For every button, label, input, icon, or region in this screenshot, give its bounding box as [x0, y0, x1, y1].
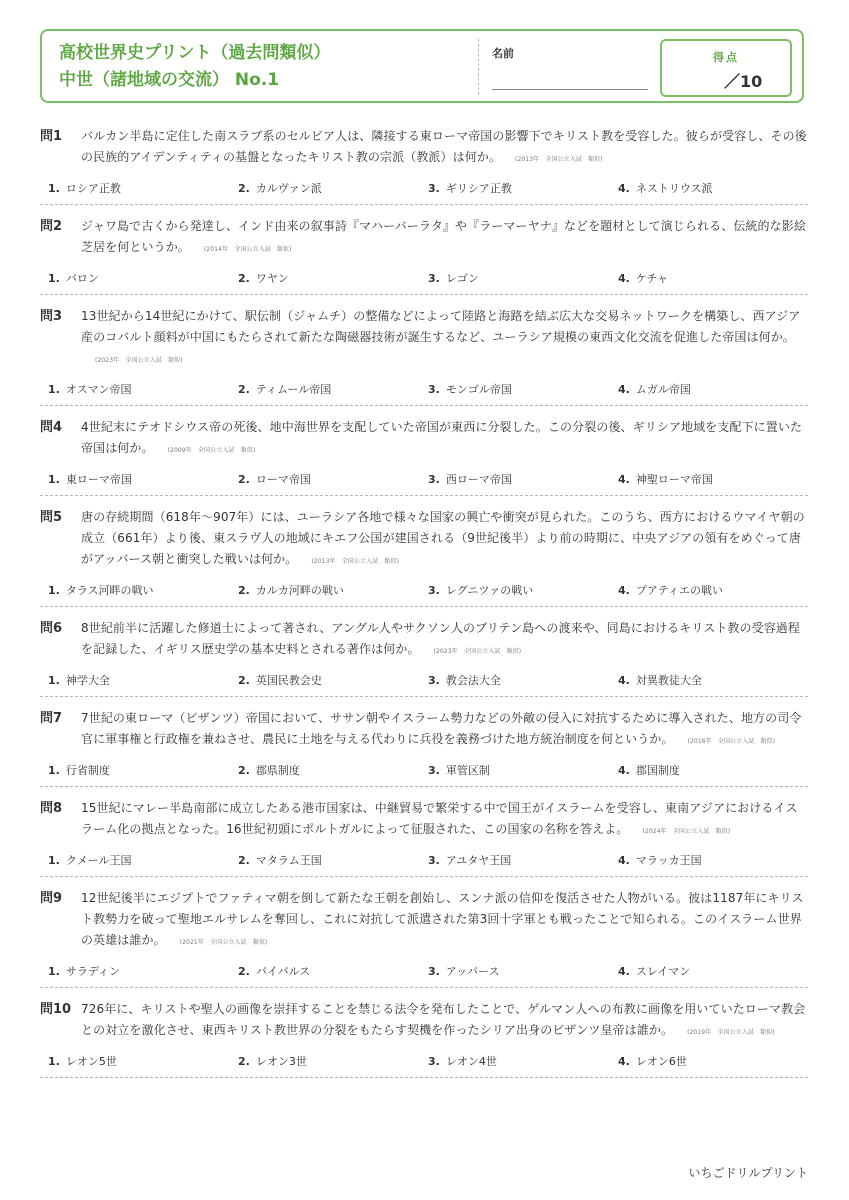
question-number: 問6 [40, 621, 63, 636]
answer-choice [618, 963, 808, 981]
choice-text: 郡国制度 [635, 764, 680, 777]
answer-choice [618, 852, 808, 870]
question-source: (2013年 全国公立入試 類似) [311, 558, 400, 565]
choice-text: ギリシア正教 [445, 182, 512, 195]
answer-choice [238, 381, 428, 399]
choice-text: 軍管区制 [445, 764, 490, 777]
name-label: 名前 [492, 47, 514, 60]
question-source: (2009年 全国公立入試 類似) [167, 447, 256, 454]
choice-text: アッバース [445, 965, 500, 978]
choice-row [40, 762, 808, 780]
question-text: 唐の存続期間（618年～907年）には、ユーラシア各地で様々な国家の興亡や衝突が見られた。このうち、西方におけるウマイヤ朝の成立（661年）より後、東スラヴ人の地域にキエフ公国が建国される（9世紀後半）より前の時期に、中央アジアの領有をめぐって唐がアッバース朝と衝突した戦いは何か。 [81, 510, 805, 566]
answer-choice [428, 1053, 618, 1071]
question-number: 問4 [40, 420, 63, 435]
choice-number: 1. [48, 383, 60, 396]
choice-text: ネストリウス派 [635, 182, 713, 195]
answer-choice [428, 180, 618, 198]
answer-choice [428, 582, 618, 600]
choice-text: プアティエの戦い [635, 584, 723, 597]
answer-choice [618, 471, 808, 489]
choice-number: 2. [238, 182, 250, 195]
answer-choice [618, 762, 808, 780]
choice-number: 4. [618, 272, 630, 285]
choice-number: 4. [618, 473, 630, 486]
answer-choice [428, 852, 618, 870]
answer-choice [238, 180, 428, 198]
question-text-wrap [81, 618, 808, 662]
choice-row [40, 963, 808, 981]
header-divider [478, 39, 479, 95]
question-body [40, 708, 808, 752]
question-number: 問9 [40, 891, 63, 906]
choice-row [40, 471, 808, 489]
question-text: 7世紀の東ローマ（ビザンツ）帝国において、ササン朝やイスラーム勢力などの外敵の侵入に対抗するために導入された、地方の司令官に軍事権と行政権を兼ねさせ、農民に土地を与える代わりに兵役を義務づけた地方統治制度を何というか。 [81, 711, 802, 746]
choice-number: 1. [48, 584, 60, 597]
choice-number: 2. [238, 272, 250, 285]
choice-text: 行省制度 [65, 764, 110, 777]
choice-text: レゴン [445, 272, 479, 285]
choice-number: 4. [618, 182, 630, 195]
choice-text: スレイマン [635, 965, 691, 978]
question-text-wrap [81, 126, 808, 170]
name-field-line [492, 89, 648, 90]
question-text-wrap [81, 417, 808, 461]
answer-choice [238, 672, 428, 690]
question-text-wrap [81, 216, 808, 260]
choice-number: 4. [618, 383, 630, 396]
choice-number: 2. [238, 383, 250, 396]
choice-number: 1. [48, 854, 60, 867]
question-source: (2014年 全国公立入試 類似) [203, 246, 292, 253]
question-text: 15世紀にマレー半島南部に成立したある港市国家は、中継貿易で繁栄する中で国王がイスラームを受容し、東南アジアにおけるイスラーム化の拠点となった。16世紀初頭にポルトガルによって征服された、この国家の名称を答えよ。 [81, 801, 798, 836]
answer-choice [238, 963, 428, 981]
answer-choice [238, 471, 428, 489]
choice-text: モンゴル帝国 [445, 383, 512, 396]
question-text-wrap [81, 999, 808, 1043]
answer-choice [618, 270, 808, 288]
question-item [40, 999, 808, 1078]
choice-number: 2. [238, 674, 250, 687]
answer-choice [238, 852, 428, 870]
answer-choice [428, 270, 618, 288]
question-item [40, 216, 808, 295]
title-line-2: 中世（諸地域の交流） No.1 [59, 70, 280, 90]
choice-row [40, 672, 808, 690]
choice-row [40, 582, 808, 600]
choice-row [40, 852, 808, 870]
question-text: 4世紀末にテオドシウス帝の死後、地中海世界を支配していた帝国が東西に分裂した。この分裂の後、ギリシア地域を支配下に置いた帝国は何か。 [81, 420, 803, 455]
answer-choice [618, 180, 808, 198]
choice-number: 4. [618, 1055, 630, 1068]
choice-text: アユタヤ王国 [445, 854, 512, 867]
answer-choice [618, 582, 808, 600]
choice-text: ムガル帝国 [635, 383, 691, 396]
choice-row [40, 1053, 808, 1071]
question-item [40, 507, 808, 607]
choice-number: 2. [238, 965, 250, 978]
score-total: ／10 [724, 72, 763, 91]
question-source: (2016年 全国公立入試 類似) [687, 738, 776, 745]
choice-number: 3. [428, 584, 440, 597]
choice-text: 東ローマ帝国 [65, 473, 132, 486]
choice-number: 1. [48, 674, 60, 687]
question-item [40, 126, 808, 205]
question-text-wrap [81, 798, 808, 842]
question-source: (2021年 全国公立入試 類似) [179, 939, 268, 946]
choice-number: 1. [48, 272, 60, 285]
choice-text: クメール王国 [65, 854, 132, 867]
question-body [40, 618, 808, 662]
question-source: (2023年 全国公立入試 類似) [95, 357, 183, 364]
choice-number: 3. [428, 764, 440, 777]
choice-number: 3. [428, 272, 440, 285]
score-box [660, 39, 792, 97]
choice-text: タラス河畔の戦い [65, 584, 154, 597]
question-body [40, 417, 808, 461]
choice-number: 4. [618, 764, 630, 777]
choice-number: 4. [618, 674, 630, 687]
question-item [40, 708, 808, 787]
question-number: 問3 [40, 309, 63, 324]
answer-choice [48, 582, 238, 600]
question-body [40, 306, 808, 371]
question-text: 12世紀後半にエジプトでファティマ朝を倒して新たな王朝を創始し、スンナ派の信仰を復活させた人物がいる。彼は1187年にキリスト教勢力を破って聖地エルサレムを奪回し、これに対抗して派遣された第3回十字軍とも戦ったことで知られる。このイスラーム世界の英雄は誰か。 [81, 891, 804, 947]
choice-text: 対異教徒大全 [635, 674, 702, 687]
answer-choice [618, 1053, 808, 1071]
answer-choice [48, 180, 238, 198]
choice-text: 西ローマ帝国 [445, 473, 512, 486]
answer-choice [238, 270, 428, 288]
answer-choice [48, 762, 238, 780]
choice-text: サラディン [65, 965, 120, 978]
choice-text: ローマ帝国 [255, 473, 311, 486]
choice-number: 2. [238, 764, 250, 777]
question-body [40, 999, 808, 1043]
choice-number: 3. [428, 674, 440, 687]
question-text: 726年に、キリストや聖人の画像を崇拝することを禁じる法令を発布したことで、ゲルマン人への布教に画像を用いていたローマ教会との対立を激化させ、東西キリスト教世界の分裂をもたらす契機を作ったシリア出身のビザンツ皇帝は誰か。 [81, 1002, 806, 1037]
question-source: (2019年 全国公立入試 類似) [687, 1029, 775, 1036]
answer-choice [48, 1053, 238, 1071]
choice-text: 教会法大全 [445, 674, 501, 687]
answer-choice [238, 1053, 428, 1071]
question-text: ジャワ島で古くから発達し、インド由来の叙事詩『マハーバーラタ』や『ラーマーヤナ』などを題材として演じられる、伝統的な影絵芝居を何というか。 [81, 219, 806, 254]
choice-text: 英国民教会史 [255, 674, 322, 687]
choice-number: 1. [48, 965, 60, 978]
question-number: 問7 [40, 711, 63, 726]
answer-choice [48, 672, 238, 690]
question-number: 問10 [40, 1002, 72, 1017]
worksheet-title [59, 40, 330, 94]
choice-text: ワヤン [255, 272, 289, 285]
choice-text: マタラム王国 [255, 854, 322, 867]
question-text: 13世紀から14世紀にかけて、駅伝制（ジャムチ）の整備などによって陸路と海路を結ぶ広大な交易ネットワークを構築し、西アジア産のコバルト顔料が中国にもたらされて新たな陶磁器技術が誕生するなど、ユーラシア規模の東西文化交流を促進した帝国は何か。 [81, 309, 801, 344]
choice-text: ロシア正教 [65, 182, 121, 195]
choice-text: レオン3世 [255, 1055, 307, 1068]
question-text-wrap [81, 507, 808, 572]
question-item [40, 417, 808, 496]
choice-text: マラッカ王国 [635, 854, 702, 867]
choice-text: レグニツァの戦い [445, 584, 534, 597]
choice-number: 3. [428, 1055, 440, 1068]
choice-number: 1. [48, 764, 60, 777]
answer-choice [48, 381, 238, 399]
question-text-wrap [81, 708, 808, 752]
choice-row [40, 270, 808, 288]
question-item [40, 306, 808, 406]
answer-choice [48, 852, 238, 870]
choice-number: 3. [428, 182, 440, 195]
choice-number: 3. [428, 965, 440, 978]
answer-choice [428, 381, 618, 399]
question-body [40, 126, 808, 170]
question-body [40, 888, 808, 953]
choice-text: オスマン帝国 [65, 383, 132, 396]
answer-choice [238, 762, 428, 780]
answer-choice [238, 582, 428, 600]
choice-text: ケチャ [635, 272, 669, 285]
choice-text: レオン4世 [445, 1055, 497, 1068]
choice-number: 2. [238, 473, 250, 486]
answer-choice [48, 471, 238, 489]
question-body [40, 216, 808, 260]
score-label: 得点 [713, 51, 739, 64]
question-number: 問5 [40, 510, 63, 525]
choice-text: 郡県制度 [255, 764, 300, 777]
title-line-1: 高校世界史プリント（過去問類似） [59, 43, 331, 63]
answer-choice [48, 270, 238, 288]
answer-choice [48, 963, 238, 981]
answer-choice [428, 963, 618, 981]
choice-text: レオン6世 [635, 1055, 687, 1068]
answer-choice [428, 672, 618, 690]
choice-number: 4. [618, 584, 630, 597]
choice-number: 2. [238, 1055, 250, 1068]
choice-row [40, 180, 808, 198]
question-source: (2023年 全国公立入試 類似) [433, 648, 522, 655]
question-text: 8世紀前半に活躍した修道士によって著され、アングル人やサクソン人のブリテン島への渡来や、同島におけるキリスト教の受容過程を記録した、イギリス歴史学の基本史料とされる著作は何か。 [81, 621, 800, 656]
question-number: 問8 [40, 801, 63, 816]
choice-text: カルカ河畔の戦い [255, 584, 344, 597]
worksheet-header [40, 29, 804, 103]
choice-number: 1. [48, 1055, 60, 1068]
choice-text: レオン5世 [65, 1055, 117, 1068]
choice-number: 1. [48, 182, 60, 195]
question-list [40, 126, 808, 1089]
choice-number: 2. [238, 854, 250, 867]
choice-text: 神学大全 [65, 674, 110, 687]
choice-number: 4. [618, 965, 630, 978]
question-source: (2024年 全国公立入試 類似) [642, 828, 731, 835]
answer-choice [428, 471, 618, 489]
question-body [40, 507, 808, 572]
question-body [40, 798, 808, 842]
question-text-wrap [81, 306, 808, 371]
question-item [40, 798, 808, 877]
answer-choice [618, 381, 808, 399]
choice-row [40, 381, 808, 399]
footer-brand: いちごドリルプリント [688, 1166, 808, 1180]
question-number: 問1 [40, 129, 63, 144]
choice-number: 4. [618, 854, 630, 867]
choice-text: カルヴァン派 [255, 182, 322, 195]
choice-text: 神聖ローマ帝国 [635, 473, 713, 486]
choice-number: 3. [428, 854, 440, 867]
question-item [40, 618, 808, 697]
choice-text: バロン [65, 272, 99, 285]
choice-number: 3. [428, 383, 440, 396]
question-item [40, 888, 808, 988]
choice-number: 3. [428, 473, 440, 486]
question-number: 問2 [40, 219, 63, 234]
choice-text: バイバルス [255, 965, 311, 978]
answer-choice [428, 762, 618, 780]
question-text-wrap [81, 888, 808, 953]
answer-choice [618, 672, 808, 690]
question-text: バルカン半島に定住した南スラブ系のセルビア人は、隣接する東ローマ帝国の影響下でキリスト教を受容した。彼らが受容し、その後の民族的アイデンティティの基盤となったキリスト教の宗派（教派）は何か。 [81, 129, 807, 164]
question-source: (2013年 全国公立入試 類似) [515, 156, 603, 163]
choice-text: ティムール帝国 [255, 383, 332, 396]
choice-number: 1. [48, 473, 60, 486]
choice-number: 2. [238, 584, 250, 597]
